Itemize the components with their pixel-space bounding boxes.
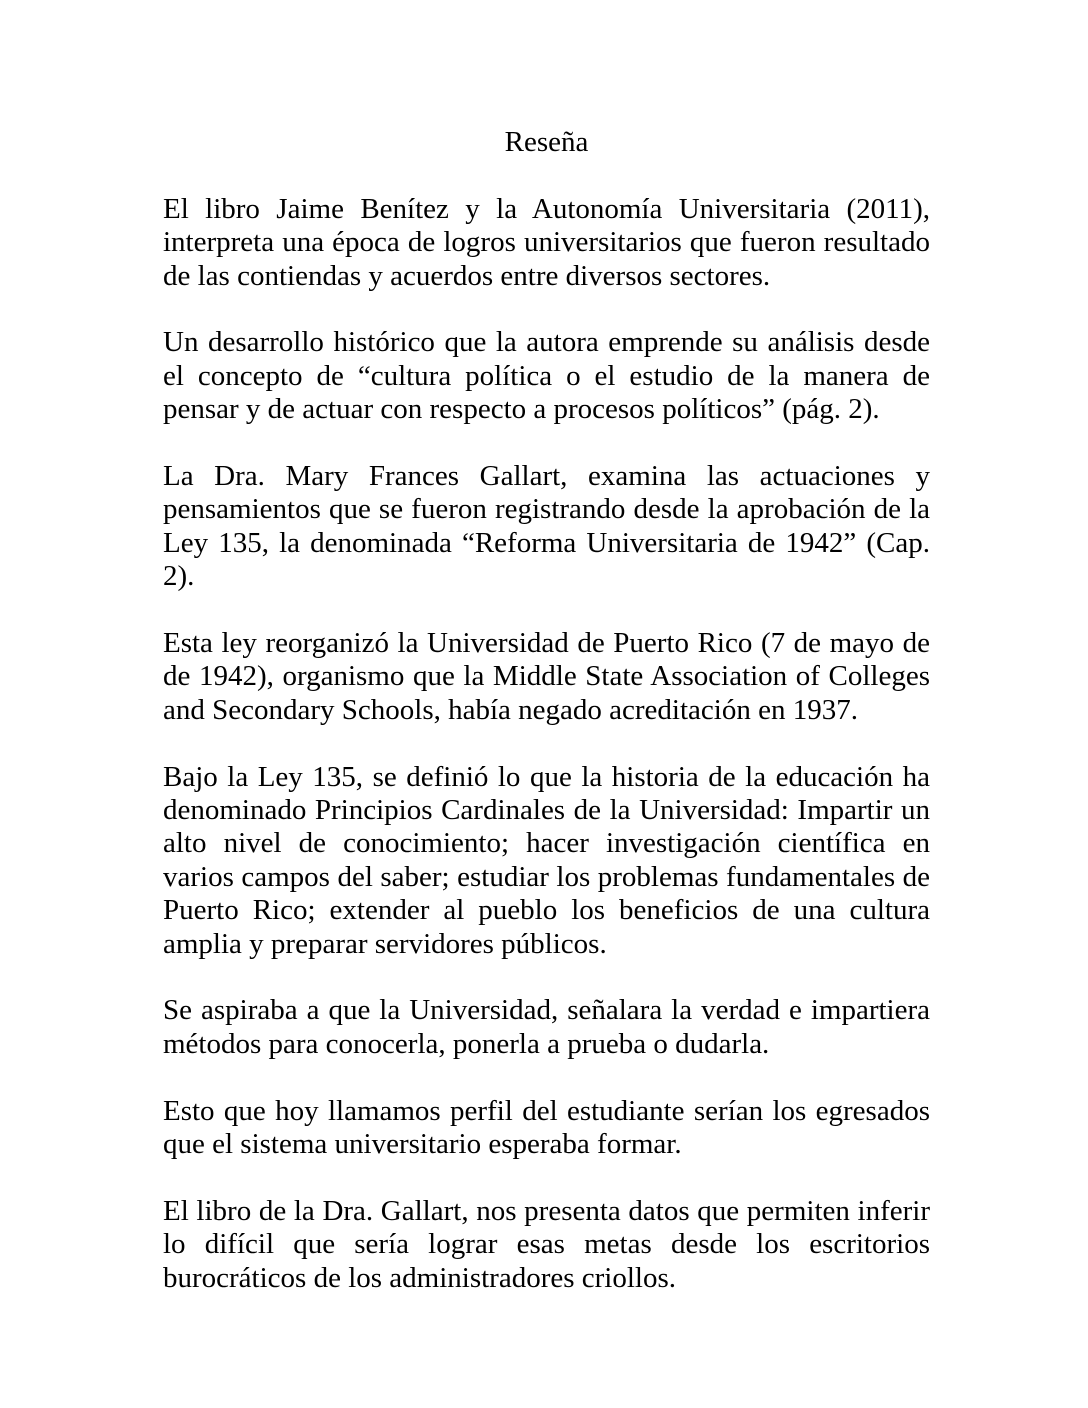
paragraph-1: El libro Jaime Benítez y la Autonomía Universitaria (2011), interpreta una época de logros universitarios que fueron resultado de las contiendas y acuerdos entre diversos sectores. bbox=[163, 192, 930, 292]
document-title: Reseña bbox=[504, 126, 589, 158]
document-body bbox=[163, 193, 930, 1295]
paragraph-7: Esto que hoy llamamos perfil del estudiante serían los egresados que el sistema universitario esperaba formar. bbox=[163, 1094, 930, 1161]
paragraph-8: El libro de la Dra. Gallart, nos presenta datos que permiten inferir lo difícil que sería lograr esas metas desde los escritorios burocráticos de los administradores criollos. bbox=[163, 1194, 930, 1294]
paragraph-6: Se aspiraba a que la Universidad, señalara la verdad e impartiera métodos para conocerla, ponerla a prueba o dudarla. bbox=[163, 994, 930, 1060]
paragraph-5: Bajo la Ley 135, se definió lo que la historia de la educación ha denominado Principios Cardinales de la Universidad: Impartir un alto nivel de conocimiento; hacer investigación científica en varios campos del saber; estudiar los problemas fundamentales de Puerto Rico; extender al pueblo los beneficios de una cultura amplia y preparar servidores públicos. bbox=[163, 760, 930, 960]
paragraph-3: La Dra. Mary Frances Gallart, examina las actuaciones y pensamientos que se fueron registrando desde la aprobación de la Ley 135, la denominada “Reforma Universitaria de 1942” (Cap. 2). bbox=[163, 460, 930, 593]
paragraph-4: Esta ley reorganizó la Universidad de Puerto Rico (7 de mayo de de 1942), organismo que la Middle State Association of Colleges and Secondary Schools, había negado acreditación en 1937. bbox=[163, 627, 930, 726]
paragraph-2: Un desarrollo histórico que la autora emprende su análisis desde el concepto de “cultura política o el estudio de la manera de pensar y de actuar con respecto a procesos políticos” (pág. 2). bbox=[163, 326, 930, 426]
